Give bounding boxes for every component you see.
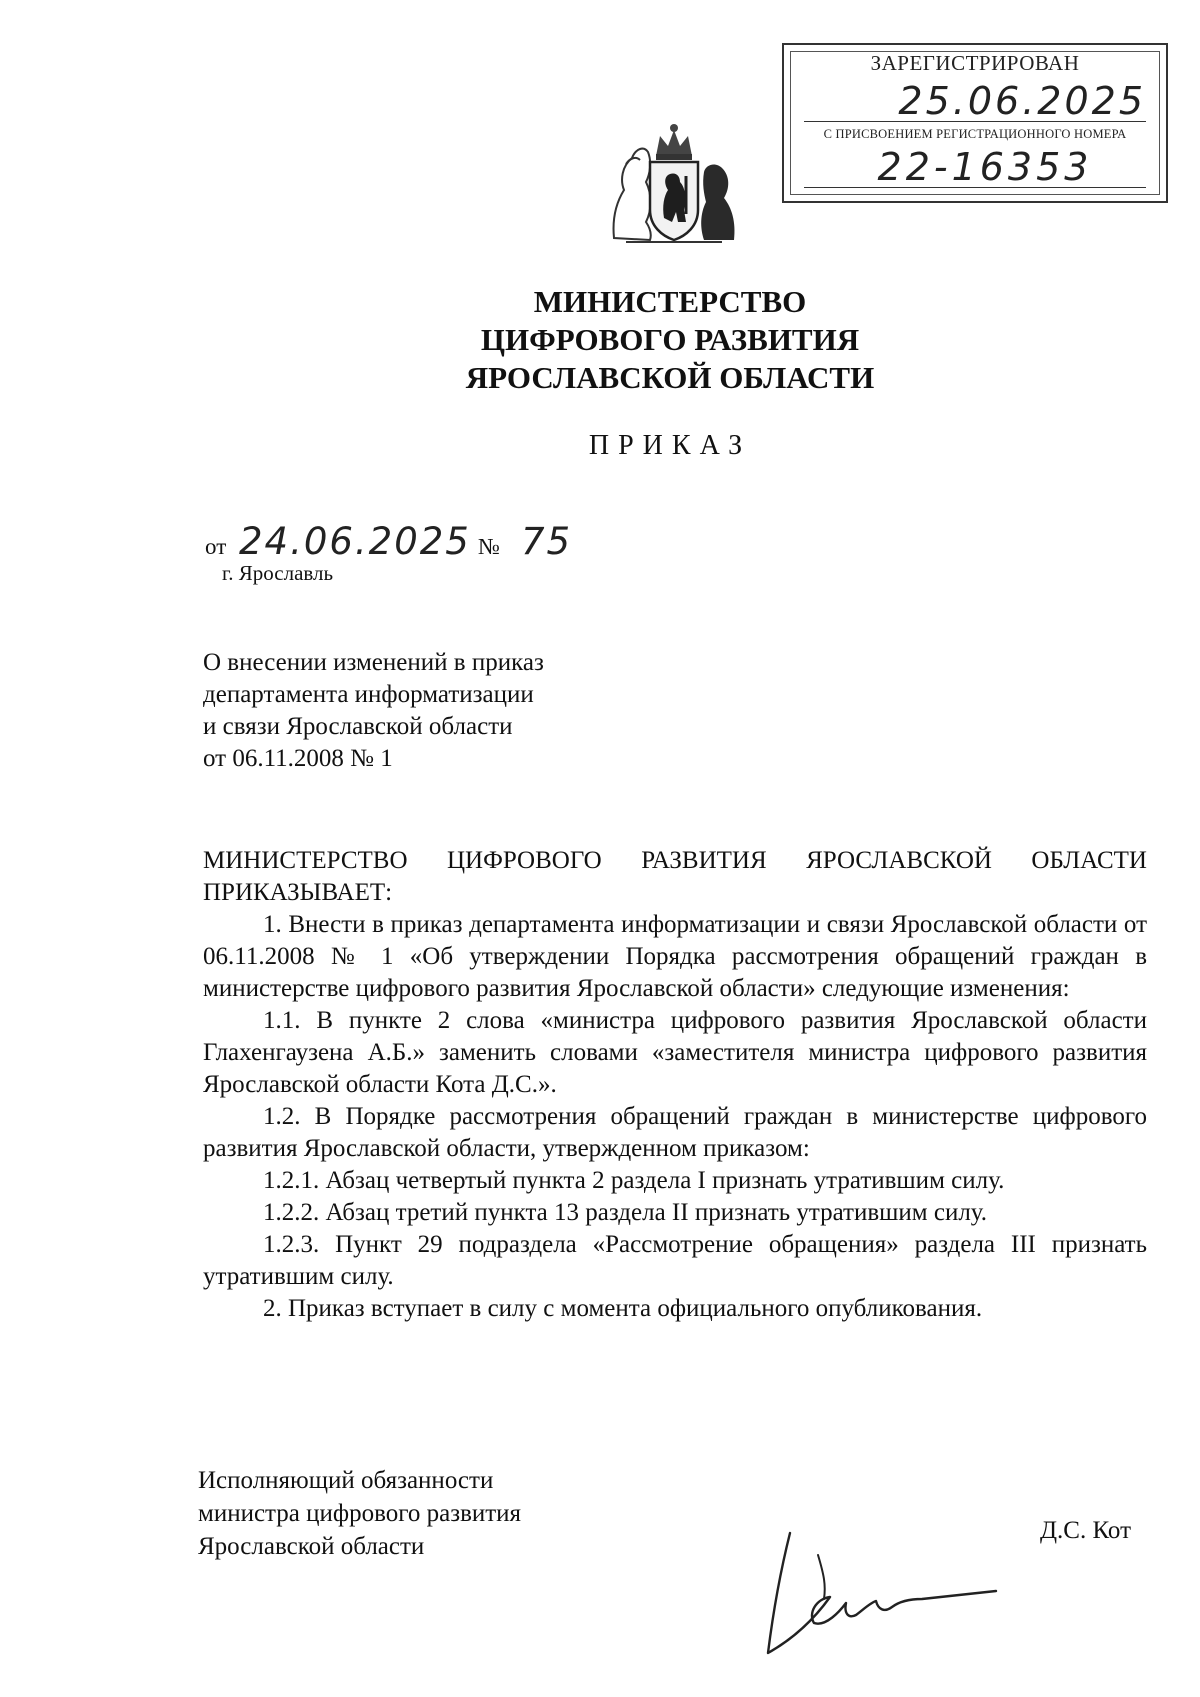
order-paragraph: 1.2. В Порядке рассмотрения обращений граждан в министерстве цифрового развития Ярославской области, утвержденном приказом: bbox=[203, 1103, 1147, 1162]
order-paragraph: 1.2.3. Пункт 29 подраздела «Рассмотрение обращения» раздела III признать утратившим силу. bbox=[203, 1231, 1147, 1290]
date-prefix: от bbox=[205, 534, 227, 559]
order-subject bbox=[203, 647, 544, 775]
signer-name: Д.С. Кот bbox=[1040, 1517, 1132, 1544]
signer-position bbox=[198, 1464, 521, 1563]
stamp-registration-number: 22-16353 bbox=[877, 145, 1093, 189]
order-date: 24.06.2025 bbox=[239, 520, 471, 563]
signer-position-line: Исполняющий обязанности bbox=[198, 1467, 494, 1494]
ministry-title-line: ЦИФРОВОГО РАЗВИТИЯ bbox=[480, 322, 860, 357]
preamble: МИНИСТЕРСТВО ЦИФРОВОГО РАЗВИТИЯ ЯРОСЛАВСКОЙ ОБЛАСТИ ПРИКАЗЫВАЕТ: bbox=[203, 847, 1147, 906]
handwritten-signature-icon bbox=[760, 1515, 1000, 1665]
number-sign: № bbox=[478, 534, 500, 559]
coat-of-arms-icon bbox=[606, 118, 742, 250]
order-paragraph: 1.2.2. Абзац третий пункта 13 раздела II признать утратившим силу. bbox=[263, 1199, 988, 1226]
subject-line: департамента информатизации bbox=[203, 681, 534, 708]
order-number: 75 bbox=[521, 520, 573, 563]
order-paragraph: 1. Внести в приказ департамента информатизации и связи Ярославской области от 06.11.2008 № 1 «Об утверждении Порядка рассмотрения обращений граждан в министерстве цифрового развития Ярославской области» следующие изменения: bbox=[203, 911, 1147, 1002]
signer-position-line: Ярославской области bbox=[198, 1533, 425, 1560]
subject-line: от 06.11.2008 № 1 bbox=[203, 745, 393, 772]
order-paragraph: 1.1. В пункте 2 слова «министра цифрового развития Ярославской области Глахенгаузена А.Б.» заменить словами «заместителя министра цифрового развития Ярославской области Кота Д.С.». bbox=[203, 1007, 1147, 1098]
signer-position-line: министра цифрового развития bbox=[198, 1500, 522, 1527]
stamp-divider bbox=[804, 121, 1146, 122]
ministry-title-line: МИНИСТЕРСТВО bbox=[533, 284, 807, 319]
order-date-line bbox=[205, 520, 765, 566]
ministry-title bbox=[350, 283, 990, 397]
order-paragraph: 1.2.1. Абзац четвертый пункта 2 раздела I признать утратившим силу. bbox=[263, 1167, 1005, 1194]
subject-line: О внесении изменений в приказ bbox=[203, 649, 544, 676]
stamp-title: ЗАРЕГИСТРИРОВАН bbox=[870, 51, 1080, 75]
stamp-registration-date: 25.06.2025 bbox=[898, 79, 1146, 123]
ministry-title-line: ЯРОСЛАВСКОЙ ОБЛАСТИ bbox=[465, 360, 875, 395]
registration-stamp bbox=[782, 43, 1168, 203]
stamp-caption: С ПРИСВОЕНИЕМ РЕГИСТРАЦИОННОГО НОМЕРА bbox=[823, 127, 1127, 141]
stamp-divider bbox=[804, 187, 1146, 188]
order-body bbox=[203, 845, 1147, 1325]
subject-line: и связи Ярославской области bbox=[203, 713, 513, 740]
city: г. Ярославль bbox=[222, 561, 334, 585]
order-paragraph: 2. Приказ вступает в силу с момента официального опубликования. bbox=[263, 1295, 983, 1322]
document-type: ПРИКАЗ bbox=[588, 430, 752, 461]
